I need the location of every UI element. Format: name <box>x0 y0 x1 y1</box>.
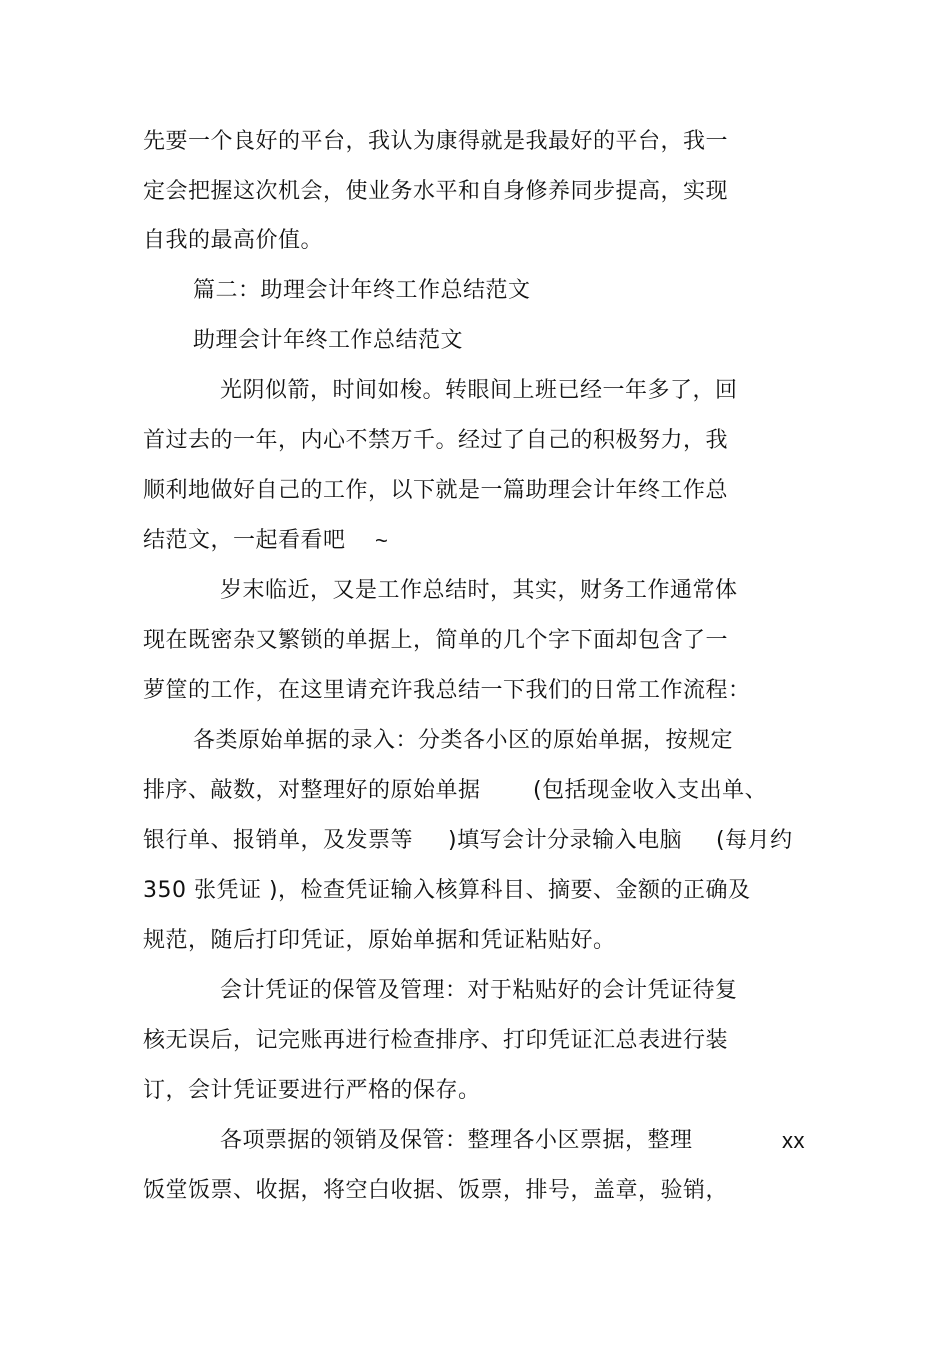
article-title: 助理会计年终工作总结范文 <box>193 328 464 353</box>
text-segment: 各项票据的领销及保管：整理各小区票据，整理 <box>220 1128 693 1153</box>
text-line: 饭堂饭票、收据，将空白收据、饭票，排号，盖章，验销， <box>143 1178 729 1203</box>
text-line: 核无误后，记完账再进行检查排序、打印凭证汇总表进行装 <box>143 1028 729 1053</box>
placeholder-xx: xx <box>782 1128 805 1153</box>
tilde-mark: ~ <box>375 528 389 553</box>
text-line: 订，会计凭证要进行严格的保存。 <box>143 1078 481 1103</box>
text-line: 先要一个良好的平台，我认为康得就是我最好的平台，我一 <box>143 129 729 154</box>
text-segment: (每月约 <box>716 828 793 853</box>
section-heading: 篇二：助理会计年终工作总结范文 <box>193 278 531 303</box>
text-line: 光阴似箭，时间如梭。转眼间上班已经一年多了，回 <box>220 378 738 403</box>
text-line: 自我的最高价值。 <box>143 228 324 253</box>
text-line: 定会把握这次机会，使业务水平和自身修养同步提高，实现 <box>143 179 729 204</box>
text-segment: 排序、敲数，对整理好的原始单据 <box>143 778 481 803</box>
text-line: 现在既密杂又繁锁的单据上，简单的几个字下面却包含了一 <box>143 628 729 653</box>
text-segment: 银行单、报销单，及发票等 <box>143 828 414 853</box>
text-line: 350 张凭证 )，检查凭证输入核算科目、摘要、金额的正确及 <box>143 878 751 903</box>
text-segment: )填写会计分录输入电脑 <box>448 828 683 853</box>
text-segment: 结范文，一起看看吧 <box>143 528 346 553</box>
text-line: 规范，随后打印凭证，原始单据和凭证粘贴好。 <box>143 928 616 953</box>
text-segment: (包括现金收入支出单、 <box>533 778 768 803</box>
text-line: 萝筐的工作，在这里请充许我总结一下我们的日常工作流程： <box>143 678 751 703</box>
text-line: 顺利地做好自己的工作，以下就是一篇助理会计年终工作总 <box>143 478 729 503</box>
text-line: 会计凭证的保管及管理：对于粘贴好的会计凭证待复 <box>220 978 738 1003</box>
text-line: 各类原始单据的录入：分类各小区的原始单据，按规定 <box>193 728 734 753</box>
text-line: 岁末临近，又是工作总结时，其实，财务工作通常体 <box>220 578 738 603</box>
text-line: 首过去的一年，内心不禁万千。经过了自己的积极努力，我 <box>143 428 729 453</box>
